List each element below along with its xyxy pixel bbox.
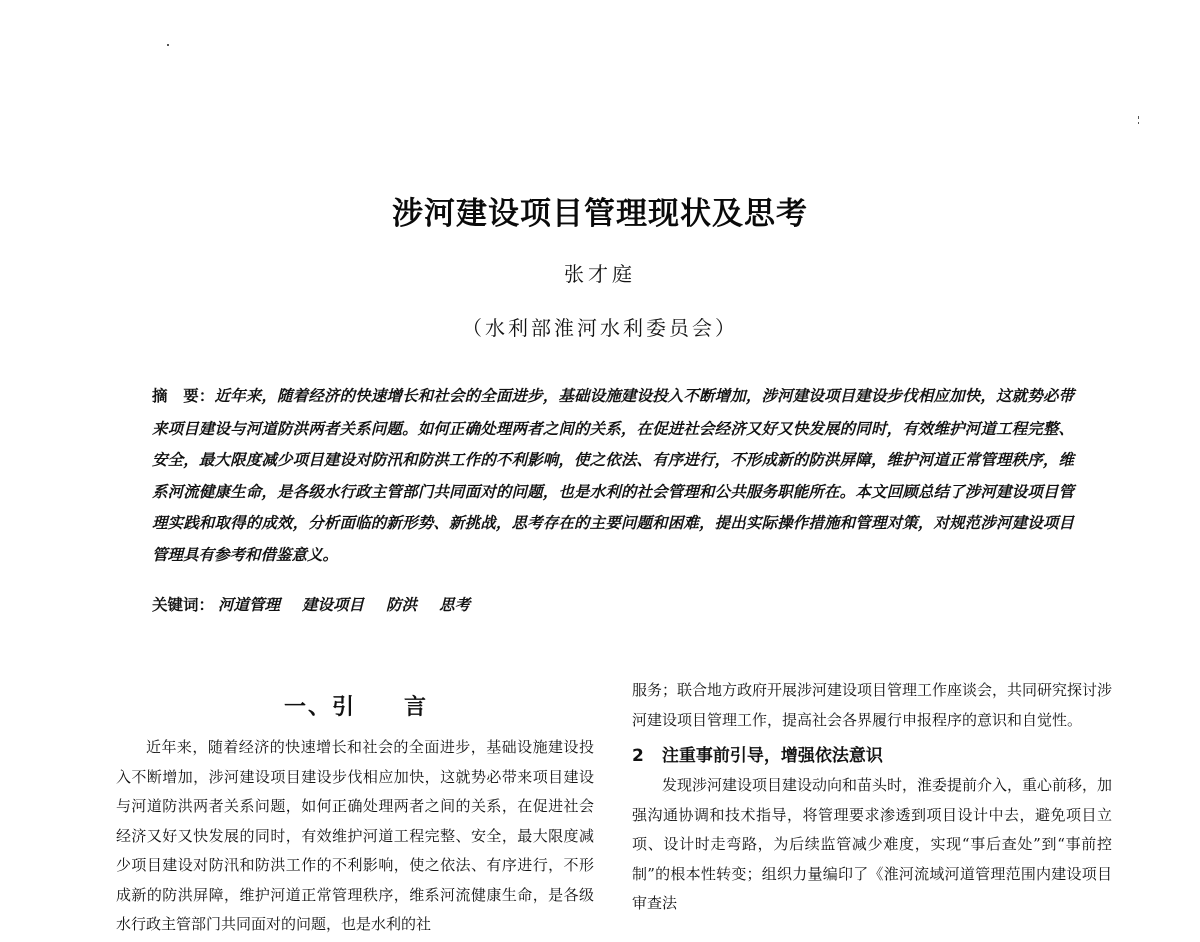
right-intro-paragraph: 服务；联合地方政府开展涉河建设项目管理工作座谈会，共同研究探讨涉河建设项目管理工作，提高社会各界履行申报程序的意识和自觉性。 [632,681,1113,729]
keyword: 思考 [439,595,471,614]
section-title-end: 言 [404,695,429,720]
abstract-label: 摘 要： [152,387,215,405]
scan-speck [167,44,169,46]
keywords [152,593,492,615]
section-heading [116,690,596,721]
author-affiliation: （水利部淮河水利委员会） [462,316,738,340]
scan-speck [1138,116,1139,119]
right-column [632,676,1112,919]
subsection-number: 2 [632,746,644,766]
subsection-title: 注重事前引导，增强依法意识 [661,746,883,766]
subsection-heading [632,741,1112,771]
keywords-label: 关键词： [152,596,215,614]
abstract [152,380,1074,570]
keyword: 建设项目 [302,595,365,614]
author-name: 张才庭 [564,262,636,286]
left-column-body: 近年来，随着经济的快速增长和社会的全面进步，基础设施建设投入不断增加，涉河建设项目建设步伐相应加快，这就势必带来项目建设与河道防洪两者关系问题，如何正确处理两者之间的关系，在促进社会经济又好又快发展的同时，有效维护河道工程完整、安全，最大限度减少项目建设对防汛和防洪工作的不利影响，使之依法、有序进行，不形成新的防洪屏障，维护河道正常管理秩序，维系河流健康生命，是各级水行政主管部门共同面对的问题，也是水利的社 [116,738,594,933]
right-body-paragraph: 发现涉河建设项目建设动向和苗头时，淮委提前介入，重心前移，加强沟通协调和技术指导，将管理要求渗透到项目设计中去，避免项目立项、设计时走弯路，为后续监管减少难度，实现“事后查处”到“事前控制”的根本性转变；组织力量编印了《淮河流域河道管理范围内建设项目审查法 [632,776,1113,912]
scan-speck [1138,122,1139,124]
abstract-text: 近年来，随着经济的快速增长和社会的全面进步，基础设施建设投入不断增加，涉河建设项目建设步伐相应加快，这就势必带来项目建设与河道防洪两者关系问题。如何正确处理两者之间的关系，在促进社会经济又好又快发展的同时，有效维护河道工程完整、安全，最大限度减少项目建设对防汛和防洪工作的不利影响，使之依法、有序进行，不形成新的防洪屏障，维护河道正常管理秩序，维系河流健康生命，是各级水行政主管部门共同面对的问题，也是水利的社会管理和公共服务职能所在。本文回顾总结了涉河建设项目管理实践和取得的成效，分析面临的新形势、新挑战，思考存在的主要问题和困难，提出实际操作措施和管理对策，对规范涉河建设项目管理具有参考和借鉴意义。 [152,386,1074,564]
keyword: 防洪 [386,595,418,614]
keyword: 河道管理 [218,595,281,614]
section-number: 一、引 [283,695,356,720]
paper-title: 涉河建设项目管理现状及思考 [392,196,808,232]
